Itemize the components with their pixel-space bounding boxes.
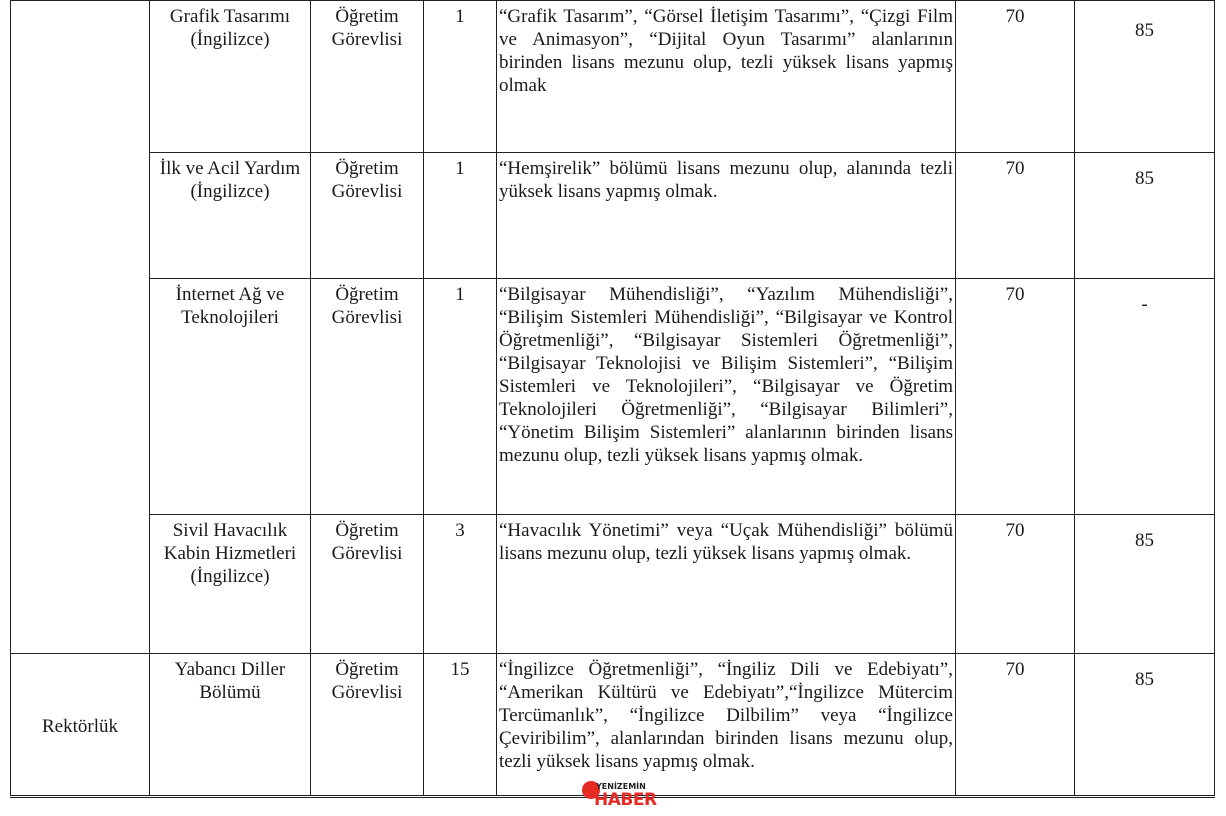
- staff-title: Öğretim Görevlisi: [331, 158, 403, 202]
- program-cell: [150, 515, 311, 654]
- score2-cell: 85: [1075, 654, 1215, 797]
- requirement-cell: “Bilgisayar Mühendisliği”, “Yazılım Mühendisliği”, “Bilişim Sistemleri Mühendisliği”, “Bilgisayar ve Kontrol Öğretmenliği”, “Bilgisayar Sistemleri Öğretmenliği”, “Bilgisayar Teknolojisi ve Bilişim Sistemleri”, “Bilişim Sistemleri ve Teknolojileri”, “Bilgisayar ve Öğretim Teknolojileri Öğretmenliği”, “Bilgisayar Bilimleri”, “Yönetim Bilişim Sistemleri” alanlarının birinden lisans mezunu olup, tezli yüksek lisans yapmış olmak.: [497, 279, 956, 515]
- program-name: İnternet Ağ ve Teknolojileri: [175, 284, 285, 328]
- unit-cell: [11, 1, 150, 654]
- table-row: [11, 515, 1215, 654]
- count-cell: 1: [424, 153, 497, 279]
- requirement-cell: “Grafik Tasarım”, “Görsel İletişim Tasarımı”, “Çizgi Film ve Animasyon”, “Dijital Oyun Tasarımı” alanlarının birinden lisans mezunu olup, tezli yüksek lisans yapmış olmak: [497, 1, 956, 153]
- table-row: [11, 1, 1215, 153]
- table-row: [11, 654, 1215, 797]
- score1-cell: 70: [956, 654, 1075, 797]
- count-cell: 3: [424, 515, 497, 654]
- table-row: [11, 153, 1215, 279]
- watermark-top-text: YENİZEMİN: [596, 782, 646, 791]
- program-name: Sivil Havacılık Kabin Hizmetleri (İngilizce): [163, 520, 297, 587]
- count-cell: 15: [424, 654, 497, 797]
- title-cell: [311, 515, 424, 654]
- count-cell: 1: [424, 1, 497, 153]
- program-cell: [150, 654, 311, 797]
- score2-cell: 85: [1075, 1, 1215, 153]
- score2-cell: 85: [1075, 515, 1215, 654]
- watermark-main-text: HABER: [594, 790, 657, 810]
- score1-cell: 70: [956, 515, 1075, 654]
- score1-cell: 70: [956, 153, 1075, 279]
- count-cell: 1: [424, 279, 497, 515]
- title-cell: [311, 153, 424, 279]
- program-cell: [150, 279, 311, 515]
- program-cell: [150, 1, 311, 153]
- title-cell: [311, 279, 424, 515]
- requirement-cell: “Hemşirelik” bölümü lisans mezunu olup, alanında tezli yüksek lisans yapmış olmak.: [497, 153, 956, 279]
- program-name: Yabancı Diller Bölümü: [174, 659, 286, 703]
- requirement-cell: “İngilizce Öğretmenliği”, “İngiliz Dili ve Edebiyatı”, “Amerikan Kültürü ve Edebiyatı”,“İngilizce Mütercim Tercümanlık”, “İngilizce Dilbilim” veya “İngilizce Çeviribilim”, alanlarından birinden lisans mezunu olup, tezli yüksek lisans yapmış olmak.: [497, 654, 956, 797]
- table-row: [11, 279, 1215, 515]
- staff-title: Öğretim Görevlisi: [331, 659, 403, 703]
- watermark-logo: [582, 779, 657, 815]
- title-cell: [311, 1, 424, 153]
- score1-cell: 70: [956, 1, 1075, 153]
- staff-title: Öğretim Görevlisi: [331, 520, 403, 564]
- job-requirements-table: [10, 0, 1215, 798]
- program-cell: [150, 153, 311, 279]
- program-name: İlk ve Acil Yardım (İngilizce): [159, 158, 301, 202]
- staff-title: Öğretim Görevlisi: [331, 6, 403, 50]
- unit-cell: Rektörlük: [11, 654, 150, 797]
- score2-cell: -: [1075, 279, 1215, 515]
- title-cell: [311, 654, 424, 797]
- score1-cell: 70: [956, 279, 1075, 515]
- score2-cell: 85: [1075, 153, 1215, 279]
- requirement-cell: “Havacılık Yönetimi” veya “Uçak Mühendisliği” bölümü lisans mezunu olup, tezli yüksek lisans yapmış olmak.: [497, 515, 956, 654]
- program-name: Grafik Tasarımı (İngilizce): [169, 6, 291, 50]
- staff-title: Öğretim Görevlisi: [331, 284, 403, 328]
